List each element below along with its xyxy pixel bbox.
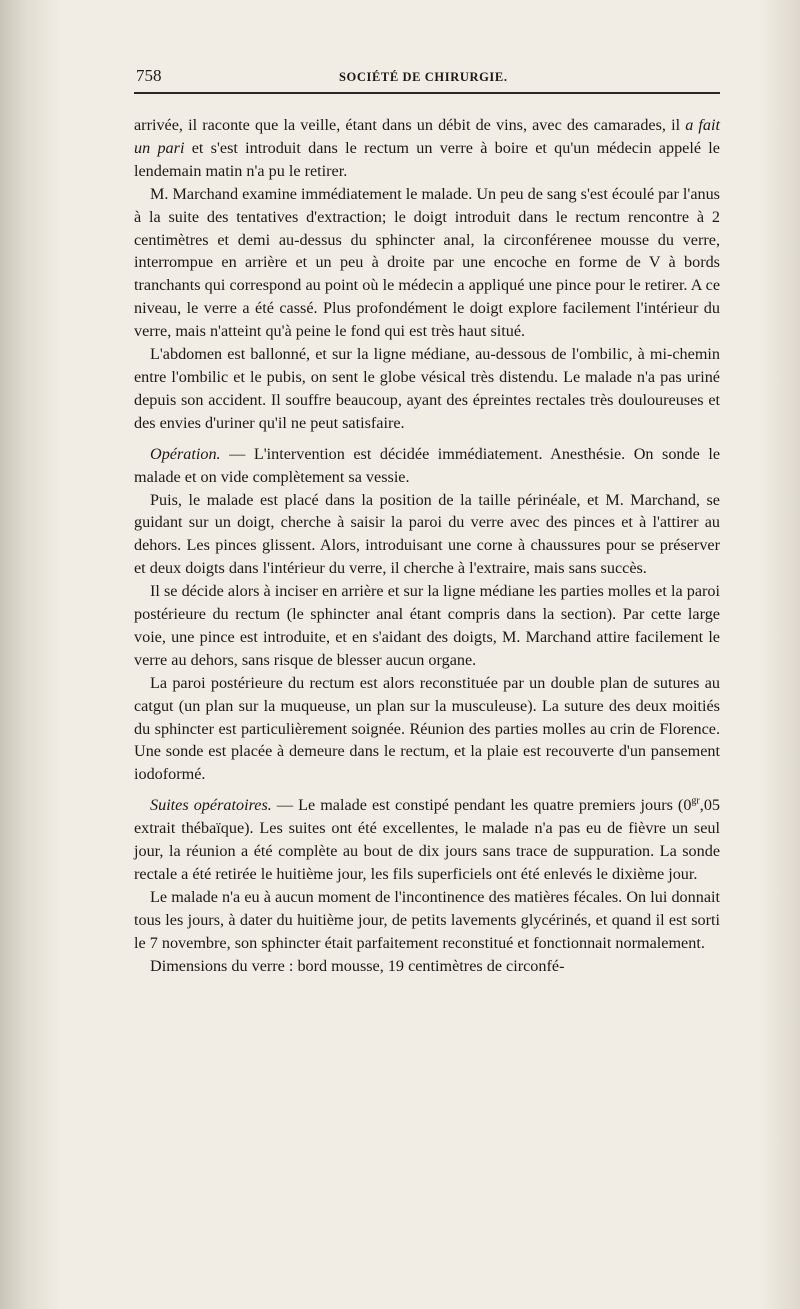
paragraph-1-text-a: arrivée, il raconte que la veille, étant dans un débit de vins, avec des camarades, il: [134, 116, 686, 134]
paragraph-8-text-c: ,05 extrait thébaïque). Les suites ont été excellentes, le malade n'a pas eu de fièvre un seul jour, la réunion a été complète au bout de dix jours sans trace de suppuration. La sonde rectale a été retirée le huitième jour, les fils superficiels ont été enlevés le dixième jour.: [134, 796, 720, 883]
paragraph-5: Puis, le malade est placé dans la position de la taille périnéale, et M. Marchand, se guidant sur un doigt, cherche à saisir la paroi du verre avec des pinces et à l'attirer au dehors. Les pinces glissent. Alors, introduisant une corne à chaussures pour se préserver et deux doigts dans l'intérieur du verre, il cherche à l'extraire, mais sans succès.: [134, 490, 720, 578]
paragraph-1: [134, 114, 720, 183]
paragraph-10: Dimensions du verre : bord mousse, 19 centimètres de circonfé-: [150, 956, 565, 975]
body-text: [134, 114, 720, 978]
page-header: [134, 62, 720, 94]
section-heading-operation: Opération.: [150, 444, 221, 463]
paragraph-8-superscript: gr: [691, 795, 700, 807]
paragraph-6: Il se décide alors à inciser en arrière et sur la ligne médiane les parties molles et la paroi postérieure du rectum (le sphincter anal étant compris dans la section). Par cette large voie, une pince est introduite, et en s'aidant des doigts, M. Marchand attire facilement le verre au dehors, sans risque de blesser aucun organe.: [134, 582, 720, 669]
paragraph-8-text-b: — Le malade est constipé pendant les quatre premiers jours (0: [271, 796, 692, 815]
running-title: SOCIÉTÉ DE CHIRURGIE.: [339, 70, 508, 84]
page-number: 758: [136, 66, 162, 85]
page-left-edge-shadow: [0, 0, 60, 1309]
paragraph-3: L'abdomen est ballonné, et sur la ligne médiane, au-dessous de l'ombilic, à mi-chemin entre l'ombilic et le pubis, on sent le globe vésical très distendu. Le malade n'a pas uriné depuis son accident. Il souffre beaucoup, ayant des épreintes rectales très douloureuses et des envies d'uriner qu'il ne peut satisfaire.: [134, 345, 720, 432]
paragraph-4: [134, 443, 720, 489]
paragraph-2: M. Marchand examine immédiatement le malade. Un peu de sang s'est écoulé par l'anus à la suite des tentatives d'extraction; le doigt introduit dans le rectum rencontre à 2 centimètres et demi au-dessus du sphincter anal, la circonférenee mousse du verre, interrompue en arrière et un peu à droite par une encoche en forme de V à bords tranchants qui correspond au point où le médecin a appliqué une pince pour le retirer. A ce niveau, le verre a été cassé. Plus profondément le doigt explore facilement l'intérieur du verre, mais n'atteint qu'à peine le fond qui est très haut situé.: [134, 184, 720, 341]
paragraph-7: La paroi postérieure du rectum est alors reconstituée par un double plan de sutures au catgut (un plan sur la muqueuse, un plan sur la musculeuse). La suture des deux moitiés du sphincter est particulièrement soignée. Réunion des parties molles au crin de Florence. Une sonde est placée à demeure dans le rectum, et la plaie est recouverte d'un pansement iodoformé.: [134, 673, 720, 784]
section-heading-suites: Suites opératoires.: [150, 796, 272, 815]
paragraph-8: [134, 794, 720, 886]
paragraph-1-italic: a fait un pari: [134, 116, 720, 157]
paragraph-1-text-c: et s'est introduit dans le rectum un verre à boire et qu'un médecin appelé le lendemain matin n'a pu le retirer.: [134, 138, 720, 180]
paragraph-4-text: — L'intervention est décidée immédiatement. Anesthésie. On sonde le malade et on vide complètement sa vessie.: [134, 444, 720, 486]
page-right-edge-shadow: [760, 0, 800, 1309]
paragraph-9: Le malade n'a eu à aucun moment de l'incontinence des matières fécales. On lui donnait tous les jours, à dater du huitième jour, de petits lavements glycérinés, et quand il est sorti le 7 novembre, son sphincter était parfaitement reconstitué et fonctionnait normalement.: [134, 887, 720, 952]
